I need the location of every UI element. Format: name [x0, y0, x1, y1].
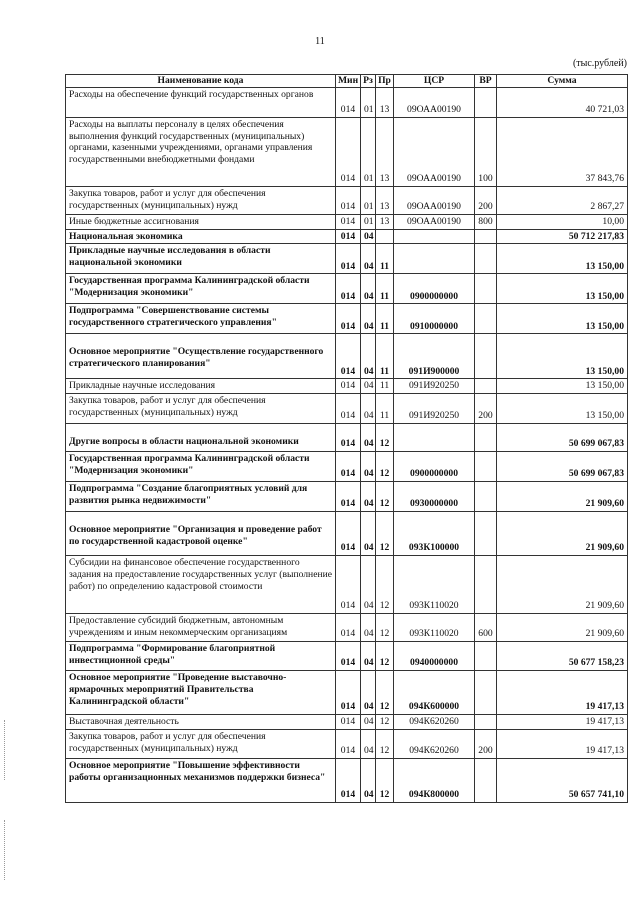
cell-sum: 50 677 158,23 [497, 642, 628, 671]
cell-name: Прикладные научные исследования в области национальной экономики [66, 244, 336, 274]
cell-pr: 12 [376, 642, 394, 671]
cell-rz: 04 [361, 671, 376, 715]
cell-pr: 12 [376, 512, 394, 556]
cell-csr: 091И900000 [394, 334, 475, 379]
cell-min: 014 [336, 215, 361, 230]
cell-min: 014 [336, 671, 361, 715]
cell-name: Подпрограмма "Формирование благоприятной инвестиционной среды" [66, 642, 336, 671]
cell-name: Подпрограмма "Создание благоприятных условий для развития рынка недвижимости" [66, 482, 336, 512]
cell-vr [475, 88, 497, 118]
cell-name: Предоставление субсидий бюджетным, автономным учреждениям и иным некоммерческим организациям [66, 614, 336, 642]
cell-csr: 091И920250 [394, 394, 475, 424]
cell-sum: 21 909,60 [497, 614, 628, 642]
header-csr: ЦСР [394, 75, 475, 88]
table-row [66, 512, 628, 556]
cell-csr: 0910000000 [394, 304, 475, 334]
cell-sum: 13 150,00 [497, 274, 628, 304]
cell-pr: 12 [376, 556, 394, 614]
table-row [66, 671, 628, 715]
cell-vr: 100 [475, 118, 497, 187]
cell-csr: 09ОАА00190 [394, 187, 475, 215]
cell-min: 014 [336, 452, 361, 482]
cell-rz: 04 [361, 452, 376, 482]
table-row [66, 229, 628, 244]
cell-vr [475, 512, 497, 556]
cell-name: Расходы на обеспечение функций государственных органов [66, 88, 336, 118]
cell-name: Закупка товаров, работ и услуг для обеспечения государственных (муниципальных) нужд [66, 729, 336, 758]
cell-vr: 200 [475, 394, 497, 424]
cell-csr [394, 244, 475, 274]
cell-sum: 13 150,00 [497, 334, 628, 379]
cell-min: 014 [336, 715, 361, 730]
cell-vr [475, 424, 497, 452]
page-number: 11 [315, 36, 325, 47]
cell-pr: 11 [376, 394, 394, 424]
table-row [66, 118, 628, 187]
cell-min: 014 [336, 379, 361, 394]
table-row [66, 244, 628, 274]
table-header-row [66, 75, 628, 88]
table-row [66, 729, 628, 758]
table-row [66, 88, 628, 118]
cell-min: 014 [336, 424, 361, 452]
cell-min: 014 [336, 394, 361, 424]
cell-pr: 12 [376, 614, 394, 642]
cell-sum: 13 150,00 [497, 394, 628, 424]
cell-sum: 13 150,00 [497, 244, 628, 274]
cell-name: Другие вопросы в области национальной экономики [66, 424, 336, 452]
cell-sum: 50 712 217,83 [497, 229, 628, 244]
cell-name: Выставочная деятельность [66, 715, 336, 730]
cell-rz: 01 [361, 187, 376, 215]
cell-sum: 2 867,27 [497, 187, 628, 215]
cell-vr [475, 379, 497, 394]
cell-vr [475, 671, 497, 715]
table-row [66, 642, 628, 671]
cell-rz: 04 [361, 304, 376, 334]
cell-min: 014 [336, 274, 361, 304]
cell-sum: 13 150,00 [497, 304, 628, 334]
cell-name: Иные бюджетные ассигнования [66, 215, 336, 230]
cell-pr: 12 [376, 715, 394, 730]
cell-pr: 12 [376, 758, 394, 802]
cell-sum: 10,00 [497, 215, 628, 230]
cell-vr [475, 642, 497, 671]
budget-table [65, 74, 628, 803]
cell-min: 014 [336, 229, 361, 244]
cell-rz: 04 [361, 556, 376, 614]
cell-pr: 13 [376, 118, 394, 187]
cell-csr: 09ОАА00190 [394, 88, 475, 118]
cell-min: 014 [336, 304, 361, 334]
cell-name: Подпрограмма "Совершенствование системы государственного стратегического управления" [66, 304, 336, 334]
cell-name: Прикладные научные исследования [66, 379, 336, 394]
cell-name: Основное мероприятие "Организация и проведение работ по государственной кадастровой оценке" [66, 512, 336, 556]
cell-rz: 04 [361, 512, 376, 556]
margin-mark [4, 720, 6, 780]
cell-min: 014 [336, 642, 361, 671]
cell-name: Государственная программа Калининградской области "Модернизация экономики" [66, 274, 336, 304]
table-row [66, 334, 628, 379]
cell-rz: 04 [361, 729, 376, 758]
cell-sum: 21 909,60 [497, 512, 628, 556]
cell-vr [475, 274, 497, 304]
cell-csr: 093К110020 [394, 556, 475, 614]
cell-vr [475, 556, 497, 614]
cell-csr: 094К620260 [394, 729, 475, 758]
table-row [66, 758, 628, 802]
cell-min: 014 [336, 187, 361, 215]
cell-sum: 40 721,03 [497, 88, 628, 118]
cell-rz: 04 [361, 229, 376, 244]
cell-csr: 0900000000 [394, 274, 475, 304]
cell-pr: 13 [376, 187, 394, 215]
cell-pr: 13 [376, 88, 394, 118]
cell-sum: 50 657 741,10 [497, 758, 628, 802]
cell-name: Субсидии на финансовое обеспечение государственного задания на предоставление государственных услуг (выполнение работ) по определению кадастровой стоимости [66, 556, 336, 614]
cell-name: Основное мероприятие "Проведение выставочно-ярмарочных мероприятий Правительства Калининградской области" [66, 671, 336, 715]
cell-vr [475, 482, 497, 512]
cell-name: Государственная программа Калининградской области "Модернизация экономики" [66, 452, 336, 482]
cell-rz: 04 [361, 758, 376, 802]
cell-csr: 09ОАА00190 [394, 118, 475, 187]
cell-pr: 13 [376, 215, 394, 230]
cell-sum: 37 843,76 [497, 118, 628, 187]
cell-vr [475, 334, 497, 379]
cell-pr: 12 [376, 729, 394, 758]
cell-csr: 091И920250 [394, 379, 475, 394]
cell-min: 014 [336, 244, 361, 274]
cell-pr: 11 [376, 334, 394, 379]
table-row [66, 304, 628, 334]
cell-min: 014 [336, 614, 361, 642]
cell-min: 014 [336, 118, 361, 187]
margin-mark [4, 820, 6, 880]
cell-pr: 11 [376, 304, 394, 334]
cell-csr: 093К110020 [394, 614, 475, 642]
header-name: Наименование кода [66, 75, 336, 88]
table-row [66, 452, 628, 482]
cell-pr [376, 229, 394, 244]
cell-min: 014 [336, 88, 361, 118]
cell-csr: 093К100000 [394, 512, 475, 556]
table-row [66, 394, 628, 424]
cell-name: Расходы на выплаты персоналу в целях обеспечения выполнения функций государственных (муниципальных) органами, казенными учреждениями, органами управления государственными внебюджетными фондами [66, 118, 336, 187]
cell-vr [475, 304, 497, 334]
table-row [66, 614, 628, 642]
cell-name: Основное мероприятие "Осуществление государственного стратегического планирования" [66, 334, 336, 379]
cell-name: Основное мероприятие "Повышение эффективности работы организационных механизмов поддержки бизнеса" [66, 758, 336, 802]
cell-vr: 200 [475, 187, 497, 215]
units-label: (тыс.рублей) [572, 58, 627, 69]
cell-vr: 200 [475, 729, 497, 758]
cell-sum: 13 150,00 [497, 379, 628, 394]
cell-name: Закупка товаров, работ и услуг для обеспечения государственных (муниципальных) нужд [66, 394, 336, 424]
table-row [66, 379, 628, 394]
header-rz: Рз [361, 75, 376, 88]
header-vr: ВР [475, 75, 497, 88]
cell-csr: 0940000000 [394, 642, 475, 671]
cell-csr: 094К600000 [394, 671, 475, 715]
cell-name: Закупка товаров, работ и услуг для обеспечения государственных (муниципальных) нужд [66, 187, 336, 215]
cell-vr [475, 244, 497, 274]
cell-vr: 800 [475, 215, 497, 230]
table-row [66, 482, 628, 512]
cell-sum: 50 699 067,83 [497, 424, 628, 452]
cell-min: 014 [336, 556, 361, 614]
cell-rz: 04 [361, 244, 376, 274]
cell-csr [394, 229, 475, 244]
cell-min: 014 [336, 334, 361, 379]
cell-min: 014 [336, 729, 361, 758]
cell-csr: 0900000000 [394, 452, 475, 482]
header-sum: Сумма [497, 75, 628, 88]
cell-pr: 12 [376, 671, 394, 715]
cell-rz: 04 [361, 642, 376, 671]
cell-rz: 04 [361, 614, 376, 642]
cell-rz: 01 [361, 88, 376, 118]
header-min: Мин [336, 75, 361, 88]
cell-vr [475, 758, 497, 802]
cell-min: 014 [336, 512, 361, 556]
cell-pr: 11 [376, 244, 394, 274]
cell-min: 014 [336, 758, 361, 802]
cell-pr: 11 [376, 379, 394, 394]
table-row [66, 556, 628, 614]
cell-pr: 11 [376, 274, 394, 304]
cell-pr: 12 [376, 482, 394, 512]
cell-pr: 12 [376, 452, 394, 482]
cell-csr: 0930000000 [394, 482, 475, 512]
table-row [66, 274, 628, 304]
table-row [66, 424, 628, 452]
cell-rz: 04 [361, 424, 376, 452]
cell-rz: 01 [361, 118, 376, 187]
cell-sum: 19 417,13 [497, 671, 628, 715]
cell-rz: 04 [361, 394, 376, 424]
cell-rz: 04 [361, 715, 376, 730]
cell-csr: 094К620260 [394, 715, 475, 730]
cell-rz: 01 [361, 215, 376, 230]
cell-sum: 19 417,13 [497, 729, 628, 758]
header-pr: Пр [376, 75, 394, 88]
cell-vr: 600 [475, 614, 497, 642]
cell-sum: 19 417,13 [497, 715, 628, 730]
cell-name: Национальная экономика [66, 229, 336, 244]
cell-sum: 21 909,60 [497, 482, 628, 512]
cell-csr: 09ОАА00190 [394, 215, 475, 230]
cell-rz: 04 [361, 334, 376, 379]
cell-csr: 094К800000 [394, 758, 475, 802]
table-row [66, 215, 628, 230]
cell-rz: 04 [361, 379, 376, 394]
cell-pr: 12 [376, 424, 394, 452]
cell-sum: 21 909,60 [497, 556, 628, 614]
cell-vr [475, 452, 497, 482]
cell-rz: 04 [361, 482, 376, 512]
cell-min: 014 [336, 482, 361, 512]
cell-vr [475, 715, 497, 730]
table-body [66, 88, 628, 803]
cell-vr [475, 229, 497, 244]
table-row [66, 187, 628, 215]
cell-rz: 04 [361, 274, 376, 304]
cell-csr [394, 424, 475, 452]
table-row [66, 715, 628, 730]
cell-sum: 50 699 067,83 [497, 452, 628, 482]
